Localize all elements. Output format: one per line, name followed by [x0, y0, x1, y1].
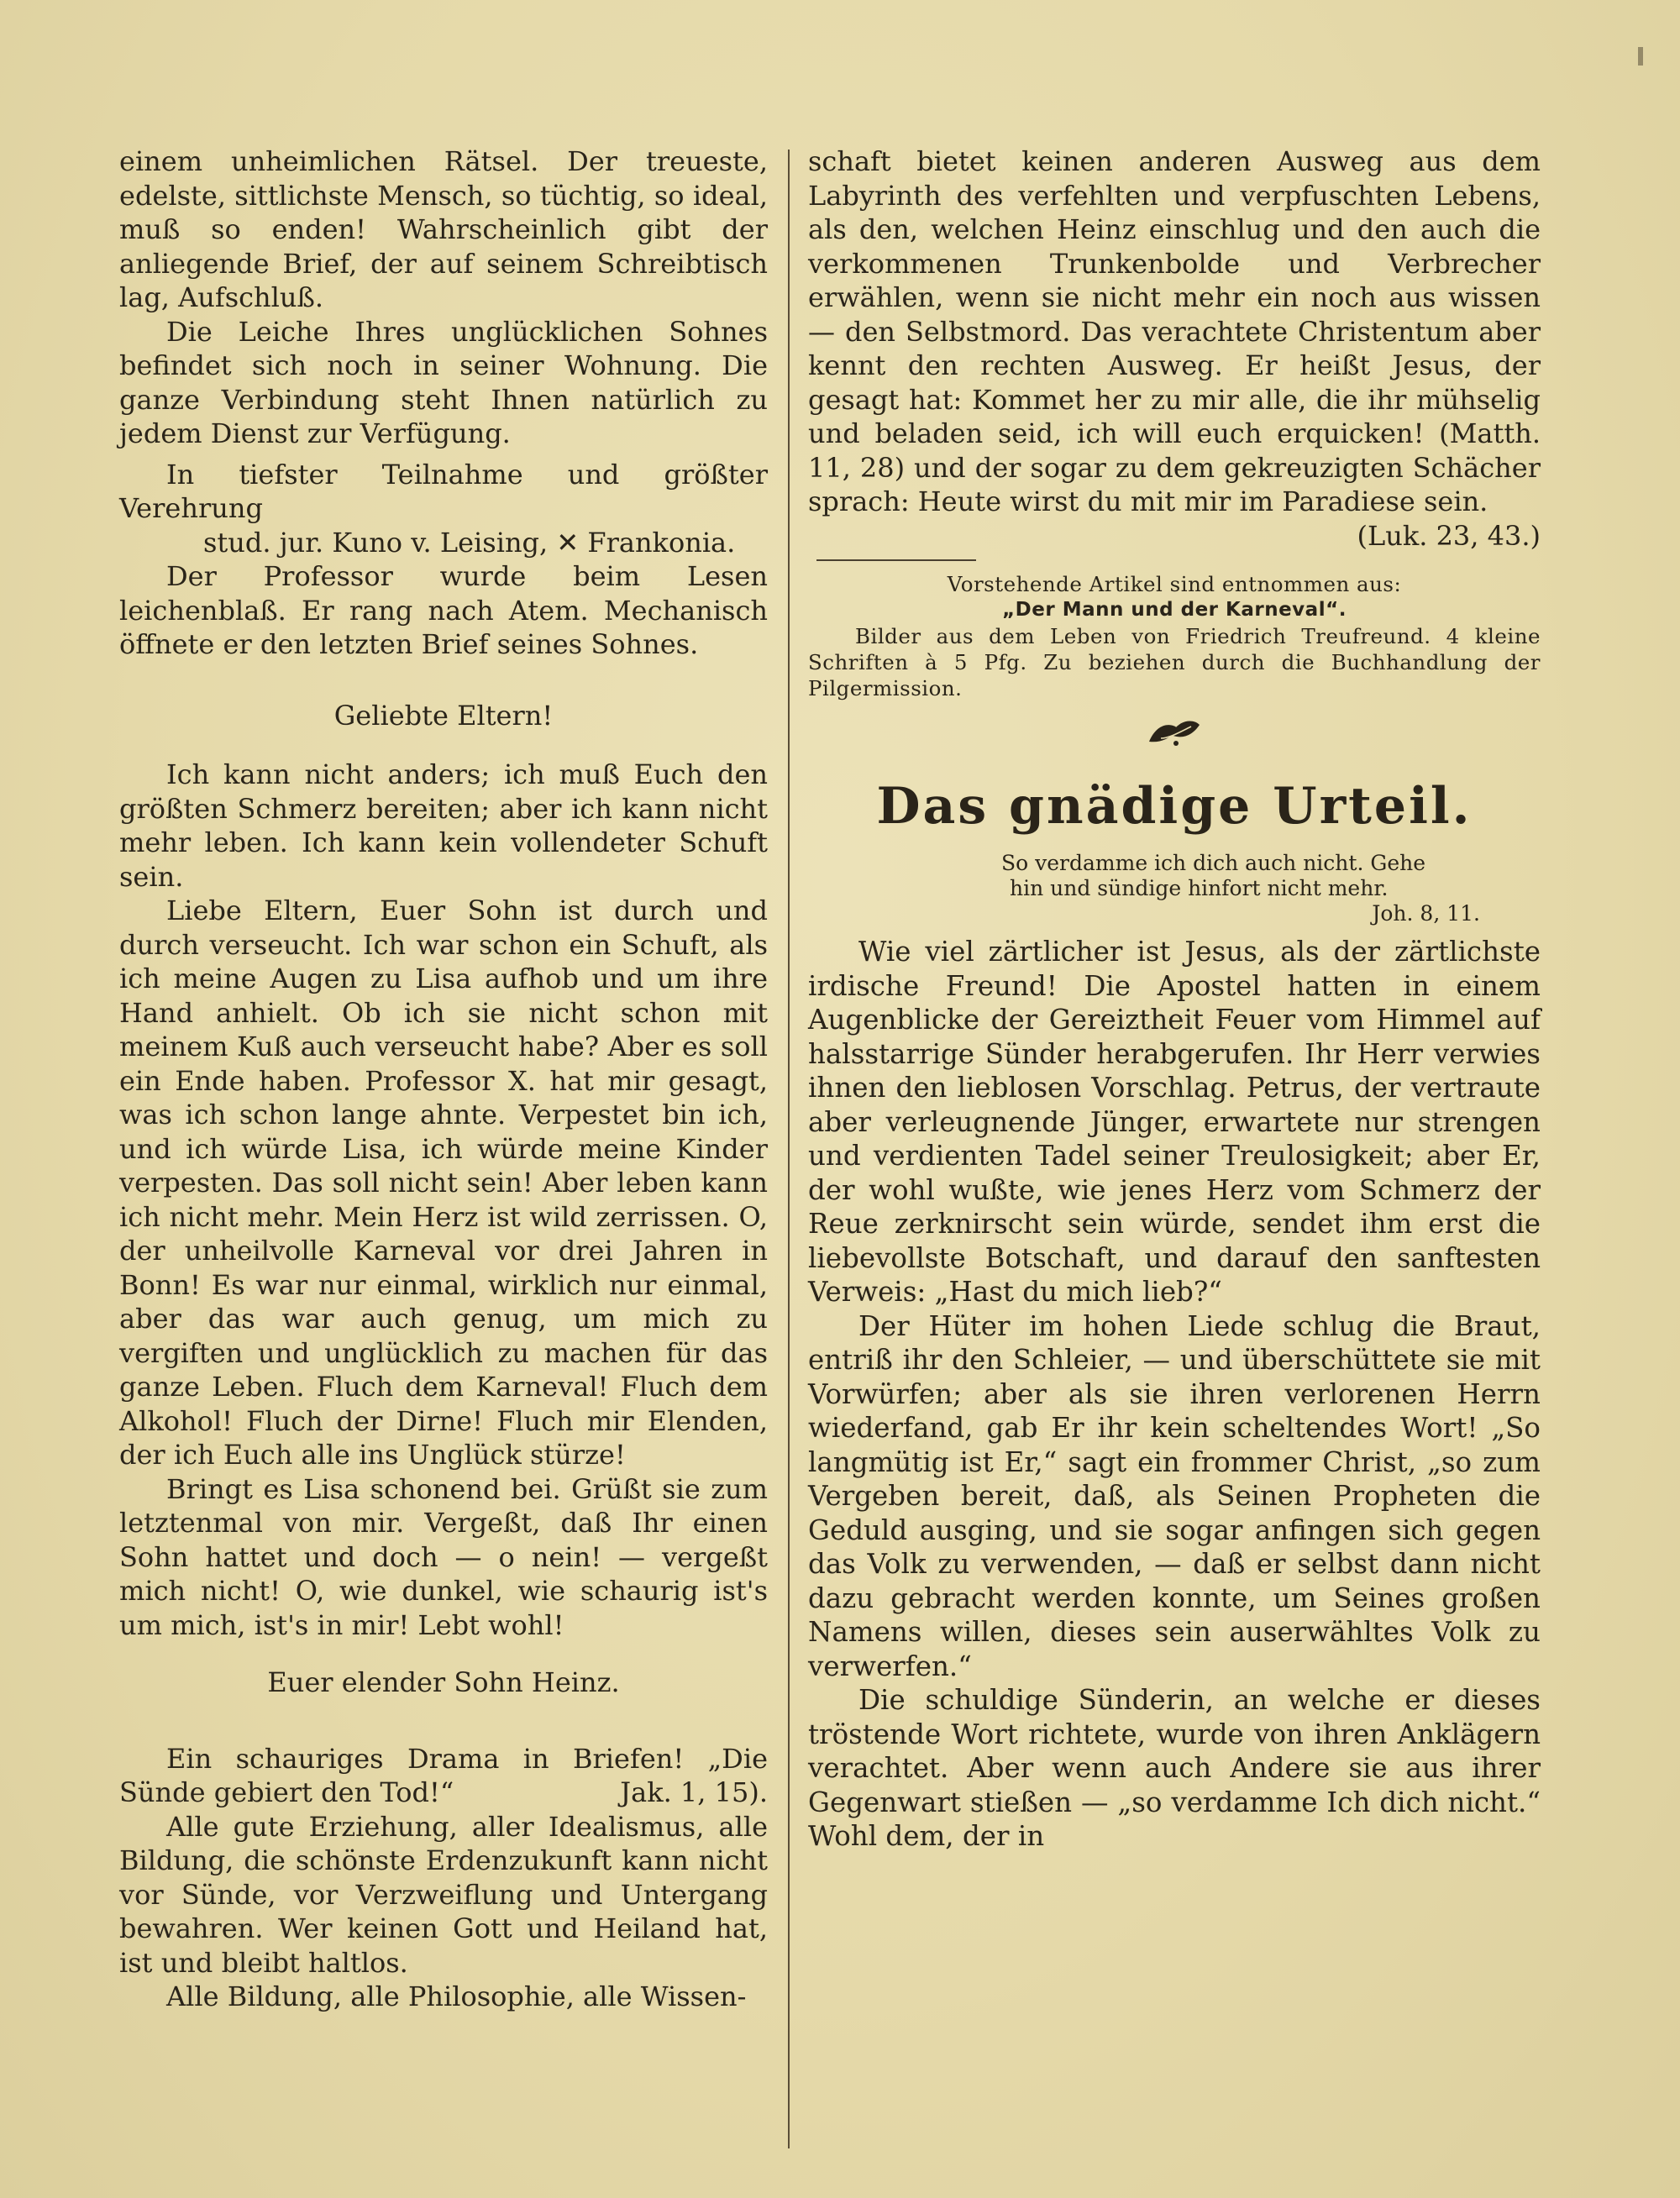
column-divider — [788, 150, 790, 2148]
left-paragraph-6: Alle Bildung, alle Philosophie, alle Wissen- — [166, 1980, 747, 2012]
motto-line-2: hin und sündige hinfort nicht mehr. — [1010, 876, 1389, 900]
letter-paragraph-3: Bringt es Lisa schonend bei. Grüßt sie zum letztenmal von mir. Vergeßt, daß Ihr einen Sohn hattet und doch — o nein! — vergeßt mich nicht! O, wie dunkel, wie schaurig ist's um mich, ist's in mir! Lebt wohl! — [119, 1472, 768, 1641]
left-paragraph-2: Die Leiche Ihres unglücklichen Sohnes befindet sich noch in seiner Wohnung. Die ganze Verbindung steht Ihnen natürlich zu jedem Dienst zur Verfügung. — [119, 315, 768, 449]
source-line-1: Vorstehende Artikel sind entnommen aus: — [947, 572, 1402, 596]
letter-salutation: Geliebte Eltern! — [333, 699, 554, 732]
motto-quote — [1001, 851, 1541, 926]
article-headline: Das gnädige Urteil. — [876, 777, 1473, 836]
article-paragraph-1: Wie viel zärtlicher ist Jesus, als der zärtlichste irdische Freund! Die Apostel hatten in einem Augenblicke der Gereiztheit Feuer vom Himmel auf halsstarrige Sünder herabgerufen. Ihr Herr verwies ihnen den lieblosen Vorschlag. Petrus, der vertraute aber verleugnende Jünger, erwartete nur strengen und verdienten Tadel seiner Treulosigkeit; aber Er, der wohl wußte, wie jenes Herz vom Schmerz der Reue zerknirscht sein würde, sendet ihm erst die liebevollste Botschaft, und darauf den sanftesten Verweis: „Hast du mich lieb?“ — [808, 936, 1541, 1308]
source-divider — [816, 559, 976, 561]
article-body — [808, 935, 1541, 1854]
motto-line-1: So verdamme ich dich auch nicht. Gehe — [1001, 851, 1426, 875]
letter-sign-off: Euer elender Sohn Heinz. — [267, 1666, 620, 1698]
left-paragraph-5: Alle gute Erziehung, aller Idealismus, alle Bildung, die schönste Erdenzukunft kann nicht vor Sünde, vor Verzweiflung und Untergang bewahren. Wer keinen Gott und Heiland hat, ist und bleibt haltlos. — [119, 1810, 768, 1979]
letter-closing-formula: In tiefster Teilnahme und größter Verehrung — [119, 458, 768, 524]
source-note — [808, 571, 1541, 701]
left-paragraph-4 — [119, 1742, 768, 1810]
continuation-text: schaft bietet keinen anderen Ausweg aus dem Labyrinth des verfehlten und verpfuschten Lebens, als den, welchen Heinz einschlug und den auch die verkommenen Trunkenbolde und Verbrecher erwählen, wenn sie nicht mehr ein noch aus wissen — den Selbstmord. Das verachtete Christentum aber kennt den rechten Ausweg. Er heißt Jesus, der gesagt hat: Kommet her zu mir alle, die ihr mühselig und beladen seid, ich will euch erquicken! (Matth. 11, 28) und der sogar zu dem gekreuzigten Schächer sprach: Heute wirst du mit mir im Paradiese sein. — [808, 145, 1541, 517]
leaf-ornament-icon — [1144, 713, 1205, 750]
right-column — [808, 144, 1541, 1854]
letter-paragraph-1: Ich kann nicht anders; ich muß Euch den größten Schmerz bereiten; aber ich kann nicht mehr leben. Ich kann kein vollendeter Schuft sein. — [119, 758, 768, 893]
left-paragraph-1: einem unheimlichen Rätsel. Der treueste, edelste, sittlichste Mensch, so tüchtig, so ideal, muß so enden! Wahrscheinlich gibt der anliegende Brief, der auf seinem Schreibtisch lag, Aufschluß. — [119, 145, 768, 313]
bible-reference-luk: (Luk. 23, 43.) — [1357, 519, 1541, 552]
left-paragraph-3: Der Professor wurde beim Lesen leichenblaß. Er rang nach Atem. Mechanisch öffnete er den letzten Brief seines Sohnes. — [119, 560, 768, 660]
article-paragraph-3: Die schuldige Sünderin, an welche er dieses tröstende Wort richtete, wurde von ihren Anklägern verachtet. Aber wenn auch Andere sie aus ihrer Gegenwart stießen — „so verdamme Ich dich nicht.“ Wohl dem, der in — [808, 1684, 1541, 1852]
drama-text: Ein schauriges Drama in Briefen! „Die Sünde gebiert den Tod!“ — [119, 1742, 768, 1808]
source-title: „Der Mann und der Karneval“. — [1002, 599, 1347, 621]
bible-reference-jak: Jak. 1, 15). — [620, 1776, 768, 1808]
left-column — [119, 144, 768, 2014]
article-paragraph-2: Der Hüter im hohen Liede schlug die Braut, entriß ihr den Schleier, — und überschüttete sie mit Vorwürfen; aber als sie ihren verlorenen Herrn wiederfand, gab Er ihr kein scheltendes Wort! „So langmütig ist Er,“ sagt ein frommer Christ, „so zum Vergeben bereit, daß, als Seinen Propheten die Geduld ausging, und sie sogar anfingen sich gegen das Volk zu verwenden, — daß er selbst dann nicht dazu gebracht werden konnte, um Seines großen Namens willen, dieses sein auserwähltes Volk zu verwerfen.“ — [808, 1309, 1541, 1682]
source-details: Bilder aus dem Leben von Friedrich Treufreund. 4 kleine Schriften à 5 Pfg. Zu beziehen durch die Buchhandlung der Pilgermission. — [808, 624, 1541, 700]
letter-paragraph-2: Liebe Eltern, Euer Sohn ist durch und durch verseucht. Ich war schon ein Schuft, als ich meine Augen zu Lisa aufhob und um ihre Hand anhielt. Ob ich sie nicht schon mit meinem Kuß auch verseucht habe? Aber es soll ein Ende haben. Professor X. hat mir gesagt, was ich schon lange ahnte. Verpestet bin ich, und ich würde Lisa, ich würde meine Kinder verpesten. Das soll nicht sein! Aber leben kann ich nicht mehr. Mein Herz ist wild zerrissen. O, der unheilvolle Karneval vor drei Jahren in Bonn! Es war nur einmal, wirklich nur einmal, aber das war auch genug, um mich zu vergiften und unglücklich zu machen für das ganze Leben. Fluch dem Karneval! Fluch dem Alkohol! Fluch der Dirne! Fluch mir Elenden, der ich Euch alle ins Unglück stürze! — [119, 894, 768, 1471]
motto-reference: Joh. 8, 11. — [1372, 901, 1480, 926]
page-mark — [1638, 47, 1643, 66]
right-paragraph-1 — [808, 144, 1541, 553]
letter-signature: stud. jur. Kuno v. Leising, ✕ Frankonia. — [203, 526, 736, 559]
